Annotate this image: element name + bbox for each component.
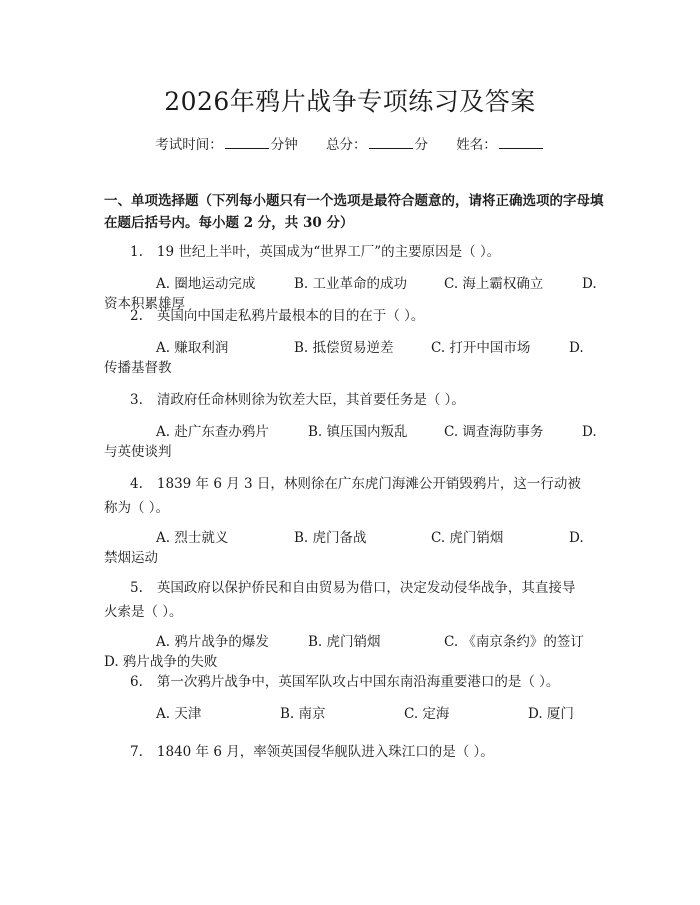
option-d-text: 与英使谈判 — [104, 444, 172, 460]
question-list — [104, 244, 604, 776]
score-label: 总分： — [326, 137, 367, 153]
option-d[interactable]: D. 鸦片战争的失败 — [104, 654, 218, 670]
question-stem — [104, 670, 586, 694]
option-d[interactable]: D. — [569, 340, 584, 356]
question-7 — [104, 746, 604, 776]
score-blank — [369, 136, 413, 149]
question-1 — [104, 244, 604, 312]
score-unit: 分 — [414, 137, 428, 153]
option-c[interactable]: C. 虎门销烟 — [431, 530, 504, 546]
question-text: 1839 年 6 月 3 日，林则徐在广东虎门海滩公开销毁鸦片，这一行动被称为（ ）。 — [104, 476, 581, 516]
option-d[interactable]: D. — [582, 424, 597, 440]
option-a[interactable]: A. 赚取利润 — [156, 340, 229, 356]
question-stem — [104, 388, 586, 412]
option-b[interactable]: B. 抵偿贸易逆差 — [294, 340, 394, 356]
option-a[interactable]: A. 天津 — [156, 706, 202, 722]
question-number: 6. — [130, 674, 143, 690]
question-stem — [104, 240, 586, 264]
option-c[interactable]: C. 调查海防事务 — [444, 424, 544, 440]
question-4 — [104, 476, 604, 566]
question-5 — [104, 580, 604, 670]
time-unit: 分钟 — [270, 137, 298, 153]
question-text: 第一次鸦片战争中，英国军队攻占中国东南沿海重要港口的是（ ）。 — [156, 674, 560, 690]
question-text: 清政府任命林则徐为钦差大臣，其首要任务是（ ）。 — [156, 392, 465, 408]
question-2 — [104, 308, 604, 376]
exam-name — [456, 133, 545, 153]
option-b[interactable]: B. 南京 — [280, 706, 326, 722]
question-text: 英国向中国走私鸦片最根本的目的在于（ ）。 — [156, 308, 425, 324]
exam-time — [155, 133, 298, 153]
time-blank — [225, 136, 269, 149]
option-d[interactable]: D. 厦门 — [528, 706, 574, 722]
name-blank — [499, 136, 543, 149]
question-number: 3. — [130, 392, 143, 408]
exam-meta — [0, 133, 700, 153]
option-b[interactable]: B. 镇压国内叛乱 — [308, 424, 408, 440]
option-b[interactable]: B. 虎门销烟 — [308, 634, 381, 650]
name-label: 姓名： — [456, 137, 497, 153]
question-number: 7. — [130, 744, 143, 760]
question-stem — [104, 576, 586, 624]
question-text: 19 世纪上半叶，英国成为“世界工厂”的主要原因是（ ）。 — [156, 244, 501, 260]
question-3 — [104, 392, 604, 460]
option-c[interactable]: C. 打开中国市场 — [431, 340, 531, 356]
question-text: 1840 年 6 月，率领英国侵华舰队进入珠江口的是（ ）。 — [156, 744, 494, 760]
question-number: 4. — [130, 476, 143, 492]
question-stem — [104, 472, 586, 520]
time-label: 考试时间： — [155, 137, 223, 153]
option-c[interactable]: C. 定海 — [404, 706, 450, 722]
question-number: 2. — [130, 308, 143, 324]
option-d-text: 资本积累雄厚 — [104, 296, 185, 312]
question-stem — [104, 304, 586, 328]
option-b[interactable]: B. 虎门备战 — [294, 530, 367, 546]
section-title: 一、单项选择题（下列每小题只有一个选项是最符合题意的，请将正确选项的字母填在题后括号内。每小题 2 分，共 30 分） — [104, 193, 604, 231]
option-d[interactable]: D. — [569, 530, 584, 546]
exam-score — [326, 133, 428, 153]
question-stem — [104, 740, 586, 764]
option-a[interactable]: A. 圈地运动完成 — [156, 276, 256, 292]
option-a[interactable]: A. 赴广东查办鸦片 — [156, 424, 269, 440]
question-number: 1. — [130, 244, 143, 260]
option-b[interactable]: B. 工业革命的成功 — [294, 276, 408, 292]
question-number: 5. — [130, 580, 143, 596]
option-d-text: 禁烟运动 — [104, 550, 158, 566]
option-d-text: 传播基督教 — [104, 360, 172, 376]
option-c[interactable]: C. 海上霸权确立 — [444, 276, 544, 292]
option-c[interactable]: C. 《南京条约》的签订 — [444, 634, 584, 650]
option-a[interactable]: A. 鸦片战争的爆发 — [156, 634, 269, 650]
option-a[interactable]: A. 烈士就义 — [156, 530, 229, 546]
question-6 — [104, 676, 604, 732]
question-text: 英国政府以保护侨民和自由贸易为借口，决定发动侵华战争，其直接导火索是（ ）。 — [104, 580, 576, 620]
page-title: 2026年鸦片战争专项练习及答案 — [164, 87, 536, 116]
option-d[interactable]: D. — [582, 276, 597, 292]
